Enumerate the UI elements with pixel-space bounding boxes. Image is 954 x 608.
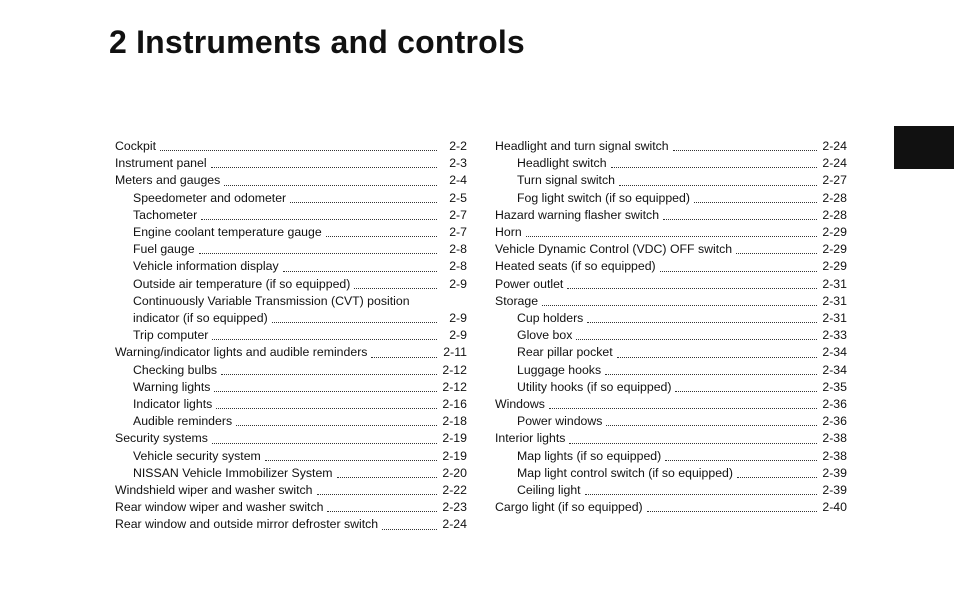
- toc-entry-page: 2-35: [822, 379, 847, 394]
- toc-entry-label: Utility hooks (if so equipped): [517, 379, 672, 394]
- toc-entry-page: 2-24: [822, 156, 847, 171]
- dot-leader: [265, 459, 437, 461]
- toc-entry-label: Interior lights: [495, 431, 566, 446]
- toc-entry-label: Speedometer and odometer: [133, 190, 287, 205]
- toc-entry-page: 2-31: [822, 293, 847, 308]
- toc-entry-page: 2-18: [442, 414, 467, 429]
- toc-entry-page: 2-7: [449, 225, 467, 240]
- toc-entry-page: 2-5: [449, 190, 467, 205]
- dot-leader: [665, 459, 817, 461]
- toc-entry-label: NISSAN Vehicle Immobilizer System: [133, 465, 333, 480]
- toc-entry-label: Power outlet: [495, 276, 564, 291]
- dot-leader: [660, 270, 817, 272]
- toc-entry[interactable]: [495, 482, 847, 499]
- toc-entry-page: 2-8: [449, 242, 467, 257]
- toc-entry-label: Map light control switch (if so equipped): [517, 465, 733, 480]
- dot-leader: [214, 390, 437, 392]
- toc-entry-page: 2-34: [822, 362, 847, 377]
- dot-leader: [736, 252, 817, 254]
- toc-entry[interactable]: [495, 344, 847, 361]
- toc-entry[interactable]: [495, 293, 847, 310]
- toc-entry-label: Map lights (if so equipped): [517, 448, 662, 463]
- dot-leader: [617, 356, 817, 358]
- toc-entry-page: 2-16: [442, 397, 467, 412]
- dot-leader: [201, 218, 437, 220]
- toc-entry[interactable]: [115, 310, 467, 327]
- toc-entry[interactable]: [115, 190, 467, 207]
- toc-entry-label: Instrument panel: [115, 156, 207, 171]
- dot-leader: [569, 442, 817, 444]
- toc-entry-page: 2-8: [449, 259, 467, 274]
- toc-entry-label: Rear window and outside mirror defroster switch: [115, 517, 379, 532]
- toc-entry-label: Vehicle information display: [133, 259, 279, 274]
- toc-entry-label: Audible reminders: [133, 414, 233, 429]
- dot-leader: [606, 424, 817, 426]
- toc-entry[interactable]: [115, 362, 467, 379]
- toc-entry-label: Fuel gauge: [133, 242, 195, 257]
- toc-entry[interactable]: [495, 207, 847, 224]
- toc-entry[interactable]: [115, 465, 467, 482]
- toc-entry[interactable]: [495, 241, 847, 258]
- toc-entry-label: Windshield wiper and washer switch: [115, 483, 313, 498]
- toc-entry-page: 2-22: [442, 483, 467, 498]
- toc-entry[interactable]: [495, 276, 847, 293]
- toc-entry-page: 2-11: [443, 345, 467, 360]
- dot-leader: [371, 356, 437, 358]
- dot-leader: [526, 235, 817, 237]
- toc-entry-page: 2-36: [822, 397, 847, 412]
- dot-leader: [212, 338, 437, 340]
- dot-leader: [221, 373, 437, 375]
- toc-entry[interactable]: [115, 138, 467, 155]
- toc-entry-page: 2-27: [822, 173, 847, 188]
- toc-entry[interactable]: [115, 448, 467, 465]
- dot-leader: [619, 184, 817, 186]
- toc-entry-label: Power windows: [517, 414, 603, 429]
- toc-entry[interactable]: [495, 172, 847, 189]
- dot-leader: [382, 528, 437, 530]
- toc-entry-page: 2-9: [449, 276, 467, 291]
- toc-entry-label: Trip computer: [133, 328, 209, 343]
- toc-entry-label: Tachometer: [133, 207, 198, 222]
- dot-leader: [549, 407, 817, 409]
- toc-entry[interactable]: [495, 413, 847, 430]
- toc-entry[interactable]: [495, 362, 847, 379]
- toc-entry-label: Storage: [495, 293, 539, 308]
- toc-entry[interactable]: [115, 379, 467, 396]
- toc-entry-label: Horn: [495, 225, 522, 240]
- dot-leader: [236, 424, 437, 426]
- toc-entry[interactable]: [495, 155, 847, 172]
- toc-entry-page: 2-19: [442, 448, 467, 463]
- toc-entry-label: Warning lights: [133, 379, 211, 394]
- dot-leader: [576, 338, 817, 340]
- toc-entry[interactable]: [495, 310, 847, 327]
- toc-entry-page: 2-23: [442, 500, 467, 515]
- dot-leader: [737, 476, 817, 478]
- dot-leader: [587, 321, 817, 323]
- dot-leader: [675, 390, 817, 392]
- toc-entry-label: Ceiling light: [517, 483, 581, 498]
- toc-entry-page: 2-29: [822, 242, 847, 257]
- toc-entry-page: 2-9: [449, 311, 467, 326]
- toc-entry-page: 2-31: [822, 311, 847, 326]
- toc-entry-page: 2-20: [442, 465, 467, 480]
- toc-entry[interactable]: [115, 430, 467, 447]
- toc-entry[interactable]: [115, 482, 467, 499]
- toc-entry-page: 2-29: [822, 259, 847, 274]
- toc-entry[interactable]: [495, 138, 847, 155]
- toc-entry[interactable]: [495, 430, 847, 447]
- toc-entry-label: Engine coolant temperature gauge: [133, 225, 322, 240]
- toc-entry-page: 2-28: [822, 207, 847, 222]
- chapter-tab-marker: [894, 126, 954, 169]
- toc-entry[interactable]: [115, 207, 467, 224]
- toc-entry-label: Vehicle Dynamic Control (VDC) OFF switch: [495, 242, 733, 257]
- toc-entry-label: Cup holders: [517, 311, 584, 326]
- toc-entry-page: 2-24: [822, 139, 847, 153]
- toc-entry-page: 2-38: [822, 431, 847, 446]
- dot-leader: [212, 442, 437, 444]
- dot-leader: [694, 201, 817, 203]
- toc-entry-page: 2-9: [449, 328, 467, 343]
- dot-leader: [611, 166, 817, 168]
- toc-entry-page: 2-24: [442, 517, 467, 532]
- toc-entry-label: Security systems: [115, 431, 208, 446]
- toc-entry-page: 2-36: [822, 414, 847, 429]
- toc-entry-label-line1: Continuously Variable Transmission (CVT) position: [133, 293, 410, 308]
- toc-entry[interactable]: [115, 396, 467, 413]
- dot-leader: [199, 252, 437, 254]
- toc-entry[interactable]: [495, 499, 847, 516]
- toc-entry-label: indicator (if so equipped): [133, 311, 268, 326]
- dot-leader: [224, 184, 437, 186]
- toc-entry[interactable]: [115, 224, 467, 241]
- toc-entry[interactable]: [115, 258, 467, 275]
- toc-entry-label: Outside air temperature (if so equipped): [133, 276, 351, 291]
- toc-entry[interactable]: [495, 396, 847, 413]
- toc-entry-page: 2-38: [822, 448, 847, 463]
- dot-leader: [272, 321, 437, 323]
- toc-entry[interactable]: [115, 241, 467, 258]
- toc-entry-label: Fog light switch (if so equipped): [517, 190, 690, 205]
- toc-entry[interactable]: [495, 465, 847, 482]
- dot-leader: [542, 304, 817, 306]
- toc-entry-label: Checking bulbs: [133, 362, 218, 377]
- toc-entry-page: 2-31: [822, 276, 847, 291]
- dot-leader: [290, 201, 437, 203]
- toc-entry-page: 2-2: [449, 139, 467, 153]
- toc-entry-label: Warning/indicator lights and audible reminders: [115, 345, 368, 360]
- dot-leader: [647, 510, 817, 512]
- toc-entry[interactable]: [115, 276, 467, 293]
- dot-leader: [673, 149, 817, 151]
- toc-entry-label: Glove box: [517, 328, 573, 343]
- toc-entry-label: Rear window wiper and washer switch: [115, 500, 324, 515]
- toc-column-right: [495, 138, 847, 516]
- toc-entry-label: Vehicle security system: [133, 448, 261, 463]
- dot-leader: [317, 493, 437, 495]
- toc-entry[interactable]: [495, 448, 847, 465]
- toc-entry-page: 2-28: [822, 190, 847, 205]
- toc-entry-page: 2-19: [442, 431, 467, 446]
- toc-entry-label: Hazard warning flasher switch: [495, 207, 660, 222]
- toc-column-left: [115, 138, 467, 534]
- dot-leader: [567, 287, 817, 289]
- dot-leader: [160, 149, 437, 151]
- toc-entry-page: 2-33: [822, 328, 847, 343]
- dot-leader: [585, 493, 817, 495]
- toc-entry-page: 2-34: [822, 345, 847, 360]
- toc-entry[interactable]: [115, 327, 467, 344]
- toc-entry-page: 2-3: [449, 156, 467, 171]
- toc-entry[interactable]: [115, 516, 467, 533]
- dot-leader: [216, 407, 437, 409]
- toc-entry-page: 2-39: [822, 483, 847, 498]
- dot-leader: [211, 166, 437, 168]
- toc-entry[interactable]: [495, 379, 847, 396]
- toc-entry-page: 2-29: [822, 225, 847, 240]
- toc-entry-label: Indicator lights: [133, 397, 213, 412]
- dot-leader: [354, 287, 437, 289]
- toc-entry[interactable]: [115, 499, 467, 516]
- toc-entry-label: Cockpit: [115, 139, 157, 153]
- toc-entry[interactable]: [115, 172, 467, 189]
- toc-entry[interactable]: [495, 258, 847, 275]
- toc-entry[interactable]: [115, 155, 467, 172]
- dot-leader: [337, 476, 437, 478]
- toc-entry-label: Headlight switch: [517, 156, 607, 171]
- toc-entry[interactable]: [495, 224, 847, 241]
- toc-entry-label: Heated seats (if so equipped): [495, 259, 656, 274]
- toc-entry-label: Windows: [495, 397, 545, 412]
- dot-leader: [283, 270, 437, 272]
- dot-leader: [326, 235, 437, 237]
- toc-entry-label: Turn signal switch: [517, 173, 615, 188]
- dot-leader: [663, 218, 817, 220]
- toc-entry-page: 2-12: [442, 379, 467, 394]
- toc-entry-page: 2-40: [822, 500, 847, 515]
- toc-entry-label: Cargo light (if so equipped): [495, 500, 643, 515]
- toc-entry-page: 2-4: [449, 173, 467, 188]
- toc-entry[interactable]: [495, 190, 847, 207]
- toc-entry[interactable]: [115, 413, 467, 430]
- toc-entry-page: 2-12: [442, 362, 467, 377]
- toc-entry-label: Luggage hooks: [517, 362, 602, 377]
- toc-entry[interactable]: [115, 344, 467, 361]
- toc-entry[interactable]: [495, 327, 847, 344]
- toc-entry-label: Meters and gauges: [115, 173, 221, 188]
- toc-entry-label: Headlight and turn signal switch: [495, 139, 669, 153]
- toc-entry-page: 2-7: [449, 207, 467, 222]
- dot-leader: [605, 373, 817, 375]
- toc-entry-page: 2-39: [822, 465, 847, 480]
- dot-leader: [327, 510, 437, 512]
- toc-entry-label: Rear pillar pocket: [517, 345, 613, 360]
- chapter-title: 2 Instruments and controls: [109, 24, 525, 60]
